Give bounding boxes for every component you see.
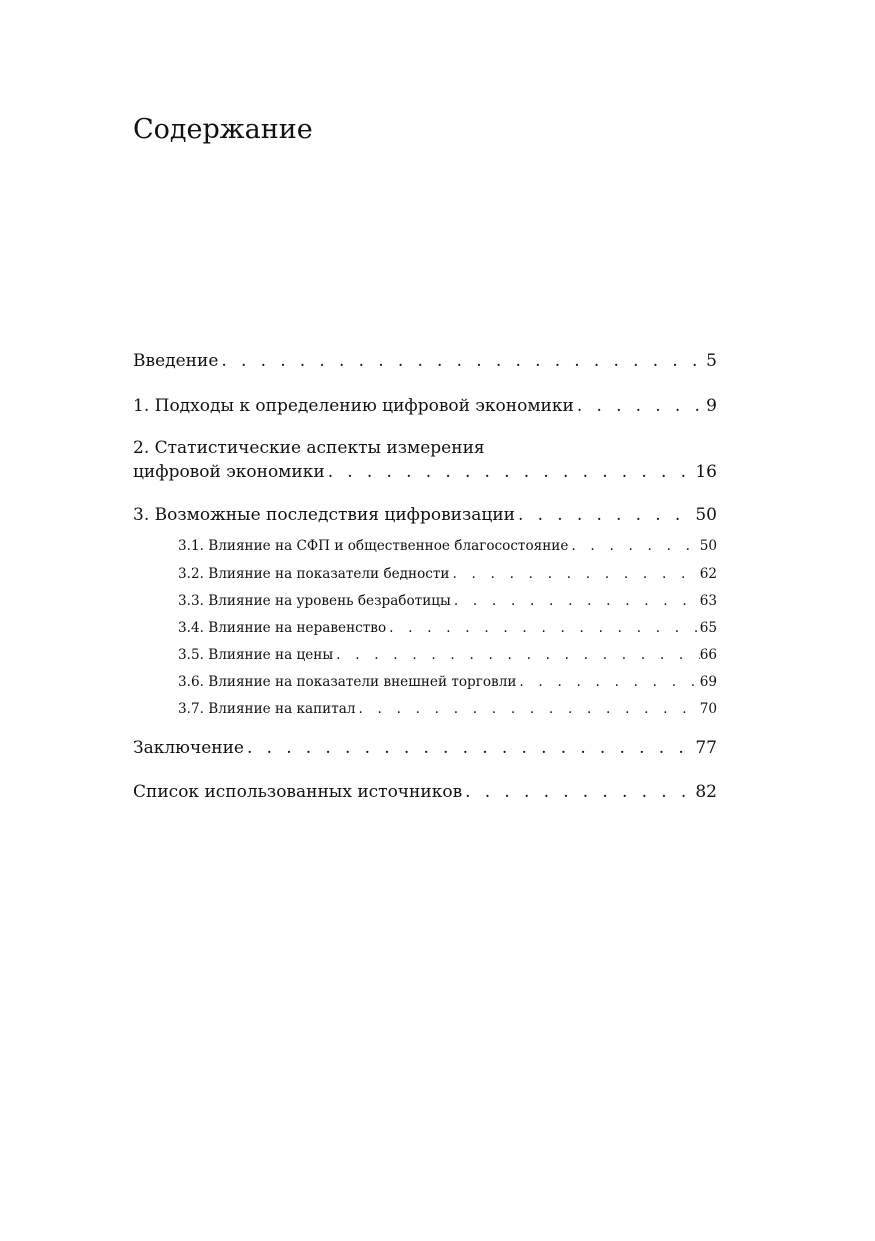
table-of-contents <box>133 0 717 1241</box>
toc-entry-page: 5 <box>706 351 717 371</box>
toc-leader-dots <box>462 782 695 802</box>
toc-leader-dots <box>325 462 696 482</box>
toc-entry-title: 3.5. Влияние на цены <box>178 647 334 663</box>
toc-entry-title: 1. Подходы к определению цифровой экономики <box>133 396 574 416</box>
toc-entry-page: 62 <box>699 566 717 582</box>
toc-entry-page: 63 <box>699 593 717 609</box>
toc-entry-references[interactable] <box>133 782 717 802</box>
toc-entry-title: 3.3. Влияние на уровень безработицы <box>178 593 451 609</box>
toc-entry-title: цифровой экономики <box>133 462 325 482</box>
toc-entry-page: 50 <box>695 505 717 525</box>
toc-entry-title: Заключение <box>133 738 244 758</box>
toc-subentry-3-7[interactable] <box>178 701 717 717</box>
toc-leader-dots <box>568 538 699 554</box>
toc-entry-page: 69 <box>699 674 717 690</box>
toc-leader-dots <box>333 647 700 663</box>
toc-entry-title: 3.6. Влияние на показатели внешней торговли <box>178 674 517 690</box>
toc-entry-chapter-2-line1[interactable]: 2. Статистические аспекты измерения <box>133 438 485 458</box>
toc-entry-conclusion[interactable] <box>133 738 717 758</box>
toc-subentry-3-5[interactable] <box>178 647 717 663</box>
toc-entry-chapter-2[interactable] <box>133 462 717 482</box>
toc-entry-page: 65 <box>699 620 717 636</box>
toc-leader-dots <box>449 566 699 582</box>
toc-entry-title: Введение <box>133 351 219 371</box>
toc-subentry-3-1[interactable] <box>178 538 717 554</box>
toc-entry-page: 50 <box>699 538 717 554</box>
toc-entry-title: 3.7. Влияние на капитал <box>178 701 356 717</box>
toc-entry-page: 66 <box>699 647 717 663</box>
toc-subentry-3-6[interactable] <box>178 674 717 690</box>
toc-leader-dots <box>515 505 695 525</box>
toc-leader-dots <box>244 738 695 758</box>
toc-entry-page: 70 <box>699 701 717 717</box>
page-title: Содержание <box>133 114 313 145</box>
toc-leader-dots <box>386 620 700 636</box>
toc-leader-dots <box>355 701 699 717</box>
toc-entry-title: 3.4. Влияние на неравенство <box>178 620 387 636</box>
toc-entry-title: Список использованных источников <box>133 782 463 802</box>
toc-leader-dots <box>451 593 700 609</box>
toc-entry-chapter-3[interactable] <box>133 505 717 525</box>
toc-leader-dots <box>218 351 706 371</box>
toc-entry-page: 16 <box>695 462 717 482</box>
toc-entry-title: 3. Возможные последствия цифровизации <box>133 505 516 525</box>
toc-entry-chapter-1[interactable] <box>133 396 717 416</box>
toc-subentry-3-4[interactable] <box>178 620 717 636</box>
toc-entry-page: 77 <box>695 738 717 758</box>
toc-leader-dots <box>574 396 706 416</box>
toc-entry-page: 9 <box>706 396 717 416</box>
toc-subentry-3-3[interactable] <box>178 593 717 609</box>
toc-entry-page: 82 <box>695 782 717 802</box>
toc-entry-title: 3.2. Влияние на показатели бедности <box>178 566 450 582</box>
toc-leader-dots <box>516 674 699 690</box>
toc-entry-title: 3.1. Влияние на СФП и общественное благосостояние <box>178 538 569 554</box>
toc-entry-intro[interactable] <box>133 351 717 371</box>
toc-subentry-3-2[interactable] <box>178 566 717 582</box>
